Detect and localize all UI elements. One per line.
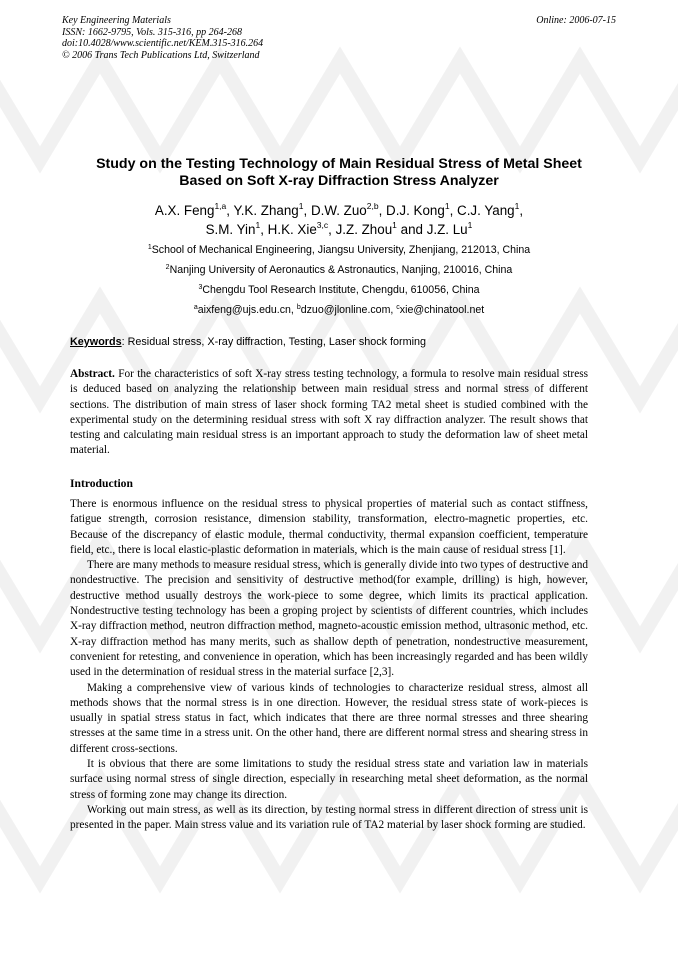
section-heading-introduction: Introduction: [70, 477, 133, 490]
author-name: J.Z. Zhou: [335, 222, 393, 237]
affiliation-sup: 3: [198, 284, 203, 291]
author-name: A.X. Feng: [154, 203, 215, 218]
email-link[interactable]: dzuo@jlonline.com,: [300, 304, 394, 316]
email-sup: a: [193, 304, 198, 311]
author-name: D.W. Zuo: [310, 203, 367, 218]
author-affil-sup: 1: [255, 220, 261, 230]
author-affil-sup: 1: [467, 220, 473, 230]
author-name: S.M. Yin: [205, 222, 256, 237]
author-line-1: A.X. Feng$^{1,a}$, Y.K. Zhang$^1$, D.W. Zuo$^{2,b}$, D.J. Kong$^1$, C.J. Yang$^1$,: [154, 201, 524, 218]
abstract-label: Abstract.: [70, 368, 115, 380]
introduction-body: [70, 497, 588, 834]
author-affil-sup: 1,a: [214, 201, 227, 211]
email-line: [60, 304, 618, 316]
author-affil-sup: 1: [444, 201, 450, 211]
author-affil-sup: 3,c: [316, 220, 329, 230]
author-affil-sup: 1: [298, 201, 304, 211]
body-paragraph: There are many methods to measure residual stress, which is generally divide into two types of destructive and nondestructive. The precision and sensitivity of destructive method(for example, drilling) is high, however, destructive method usually destroys the work-piece to some degree, which limits its practical application. Nondestructive testing technology has been a groping project by scientists of different countries, which includes X-ray diffraction method, neutron diffraction method, magneto-acoustic emission method, ultrasonic method, etc. X-ray diffraction method has many merits, such as shallow depth of penetration, nondestructive measurement, convenient for retesting, and convenience in operation, which has been increasingly regarded and has been wildly used in the determination of residual stress in the material surface [2,3].: [70, 559, 588, 679]
author-affil-sup: 2,b: [366, 201, 379, 211]
online-date: Online: 2006-07-15: [536, 15, 616, 26]
affiliation-sup: 1: [147, 244, 152, 251]
affiliation-sup: 2: [165, 264, 170, 271]
author-name: H.K. Xie: [267, 222, 317, 237]
author-affil-sup: 1: [392, 220, 397, 230]
body-paragraph: Making a comprehensive view of various kinds of technologies to characterize residual stress, almost all methods shows that the normal stress is in one direction. However, the residual stress state of work-pieces is usually in spatial stress status in fact, which indicates that there are three normal stresses and three shearing stresses at the same time in a stress unit. On the other hand, there are different normal stress and shearing stress in different cross-sections.: [70, 681, 588, 755]
keywords-line: [70, 336, 610, 348]
affiliation-1: [60, 244, 618, 256]
email-sup: c: [396, 304, 400, 311]
copyright-line: © 2006 Trans Tech Publications Ltd, Switzerland: [62, 49, 260, 61]
author-name: C.J. Yang: [457, 203, 515, 218]
author-name: Y.K. Zhang: [233, 203, 299, 218]
email-link[interactable]: xie@chinatool.net: [399, 304, 485, 316]
body-paragraph: Working out main stress, as well as its direction, by testing normal stress in different direction of stress unit is presented in the paper. Main stress value and its variation rule of TA2 material by laser shock forming are studied.: [70, 803, 588, 832]
doi-line: doi:10.4028/www.scientific.net/KEM.315-316.264: [62, 38, 264, 49]
keywords-label: Keywords: [70, 336, 122, 348]
abstract-paragraph: [70, 367, 588, 459]
affiliation-text: School of Mechanical Engineering, Jiangsu University, Zhenjiang, 212013, China: [151, 244, 531, 256]
affiliation-text: Chengdu Tool Research Institute, Chengdu, 610056, China: [202, 284, 480, 296]
title-line-1: Study on the Testing Technology of Main Residual Stress of Metal Sheet: [96, 156, 582, 172]
body-paragraph: It is obvious that there are some limitations to study the residual stress state and variation law in materials surface using normal stress of single direction, especially in researching metal sheet deformation, as the normal stress of forming zone may change its direction.: [70, 758, 588, 801]
email-sup: b: [296, 304, 301, 311]
email-link[interactable]: aixfeng@ujs.edu.cn,: [197, 304, 294, 316]
title-line-2: Based on Soft X-ray Diffraction Stress Analyzer: [179, 173, 499, 189]
author-list: [60, 201, 618, 239]
affiliation-text: Nanjing University of Aeronautics & Astronautics, Nanjing, 210016, China: [169, 264, 513, 276]
paper-title: [60, 156, 618, 190]
journal-name: Key Engineering Materials: [62, 15, 171, 26]
keywords-colon: :: [121, 336, 125, 348]
keywords-text: Residual stress, X-ray diffraction, Testing, Laser shock forming: [127, 336, 427, 348]
issn-line: ISSN: 1662-9795, Vols. 315-316, pp 264-268: [62, 26, 242, 38]
affiliation-2: [60, 264, 618, 276]
author-name: J.Z. Lu: [426, 222, 468, 237]
abstract-text: For the characteristics of soft X-ray stress testing technology, a formula to resolve main residual stress is deduced based on analyzing the relationship between main residual stress and normal stress of different sections. The distribution of main stress of laser shock forming TA2 metal sheet is studied combined with the experimental study on the determining residual stress with soft X ray diffraction analyzer. The result shows that testing and calculating main residual stress is an important approach to study the deformation law of sheet metal material.: [70, 368, 589, 457]
author-name: D.J. Kong: [386, 203, 445, 218]
journal-header: [62, 15, 263, 61]
author-affil-sup: 1: [514, 201, 520, 211]
affiliation-3: [60, 284, 618, 296]
author-line-2: S.M. Yin$^1$, H.K. Xie$^{3,c}$, J.Z. Zhou$^1$ and J.Z. Lu$^1$: [205, 220, 473, 237]
author-conjunction: and: [400, 222, 423, 237]
body-paragraph: There is enormous influence on the residual stress to physical properties of material such as contact stiffness, fatigue strength, corrosion resistance, dimension stability, transformation, electro-magnetic properties, etc. Because of the discrepancy of elastic module, thermal conductivity, thermal expansion coefficient, temperature field, etc., there is local elastic-plastic deformation in materials, which is the main cause of residual stress [1].: [70, 498, 588, 556]
